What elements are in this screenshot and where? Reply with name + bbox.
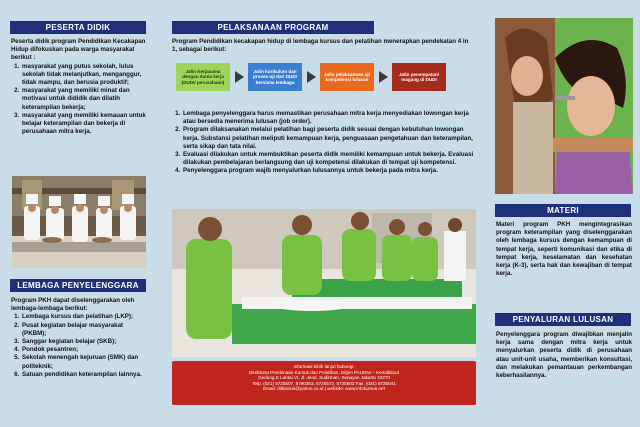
peserta-didik-header: PESERTA DIDIK	[10, 21, 146, 34]
pelaksanaan-header: PELAKSANAAN PROGRAM	[172, 21, 374, 34]
arrow-right-icon	[235, 71, 244, 83]
list-item: 4. Penyelenggara program wajib menyalurkan lulusannya untuk bekerja pada mitra kerja.	[182, 167, 474, 175]
contact-footer	[172, 361, 476, 405]
makeup-artist-photo	[495, 18, 633, 194]
footer-line: Direktorat Pembinaan Kursus dan Pelatihan, Ditjen PAUDNI – Kemdikbud	[248, 369, 400, 375]
peserta-list	[11, 63, 149, 137]
peserta-intro: Peserta didik program Pendidikan Kecakapan Hidup difokuskan pada warga masyarakat berikut :	[11, 38, 146, 62]
pelaksanaan-text	[172, 110, 474, 176]
flow-step-4: Jalin penempatan/ magang di DUDI	[392, 63, 446, 91]
materi-text: Materi program PKH mengintegrasikan program keterampilan yang diselenggarakan oleh lembaga kursus dengan kemampuan di tempat kerja, seperti komunikasi dan etika di tempat kerja, keselamatan dan kesehatan kerja (K-3), serta hak dan kewajiban di tempat kerja.	[496, 221, 632, 278]
middle-column	[166, 0, 482, 427]
list-item: 6. Satuan pendidikan keterampilan lainnya.	[21, 371, 149, 379]
list-item: 1. Lembaga penyelenggara harus memastikan perusahaan mitra kerja menyediakan lowongan kerja atau bersedia menerima lulusan (job order).	[182, 110, 474, 126]
lembaga-intro: Program PKH dapat diselenggarakan oleh lembaga-lembaga berikut:	[11, 297, 135, 313]
arrow-right-icon	[379, 71, 388, 83]
flow-step-1: Jalin Kerjasama dengan dunia kerja (DUDI/ perusahaan)	[176, 63, 230, 91]
materi-header: MATERI	[495, 204, 631, 217]
footer-line: Gedung E Lantai VI, Jl. Jend. Sudirman, Senayan Jakarta 10270	[258, 375, 390, 381]
list-item: 4. Pondok pesantren;	[21, 346, 149, 354]
lembaga-header: LEMBAGA PENYELENGGARA	[10, 279, 146, 292]
list-item: 1. masyarakat yang putus sekolah, lulus sekolah tidak melanjutkan, menganggur, tidak mampu, dan berusia produktif;	[21, 63, 149, 88]
right-column	[488, 0, 640, 427]
list-item: 2. Pusat kegiatan belajar masyarakat (PKBM);	[21, 322, 149, 338]
footer-line: Email: ditbinsus@yahoo.co.id | website: www.infokursus.net	[263, 386, 385, 392]
list-item: 3. Evaluasi dilakukan untuk membuktikan peserta didik memiliki kemampuan untuk bekerja. Evaluasi dilakukan pembelajaran berlangsung dan uji kompetensi dilakukan di tempat uji kompetensi.	[182, 151, 474, 167]
penyaluran-text: Penyelenggara program diwajibkan menjalin kerja sama dengan mitra kerja untuk menyalurkan peserta didik di perusahaan atau unit-unit usaha, memberikan konsultasi, dan melakukan pemantauan perkembangan keberhasilannya.	[496, 331, 632, 380]
chefs-photo	[12, 176, 146, 268]
four-in-one-flow	[176, 60, 476, 94]
flow-step-3: Jalin pelaksanaan uji kompetensi lulusan	[320, 63, 374, 91]
lembaga-list	[11, 313, 149, 379]
list-item: 1. Lembaga kursus dan pelatihan (LKP);	[21, 313, 149, 321]
footer-line: Telp. (021) 5725507, 5790363, 5725572, 5725503 Fax. (021) 5725041	[252, 380, 396, 386]
arrow-right-icon	[307, 71, 316, 83]
peserta-didik-text	[11, 38, 149, 136]
lembaga-text	[11, 297, 149, 379]
massage-class-photo	[172, 209, 476, 357]
list-item: 2. Program dilaksanakan melalui pelatihan bagi peserta didik sesuai dengan kebutuhan lowongan kerja. Substansi pelatihan meliputi kemampuan kerja, penguasaan pengetahuan dan keterampilan, serta sikap dan tata nilai.	[182, 126, 474, 151]
pelaksanaan-list	[172, 110, 474, 176]
flow-step-2: Jalin kurikulum dan proses uji dari DUDI bersama lembaga	[248, 63, 302, 91]
list-item: 3. Sanggar kegiatan belajar (SKB);	[21, 338, 149, 346]
list-item: 5. Sekolah menengah kejuruan (SMK) dan politeknik;	[21, 354, 149, 370]
list-item: 3. masyarakat yang memiliki kemauan untuk belajar keterampilan dan bekerja di perusahaan mitra kerja.	[21, 112, 149, 137]
penyaluran-header: PENYALURAN LULUSAN	[495, 313, 631, 326]
footer-line: Informasi lebih lanjut hubungi:	[293, 364, 355, 369]
list-item: 2. masyarakat yang memiliki minat dan motivasi untuk dididik dan dilatih keterampilan bekerja;	[21, 87, 149, 112]
pelaksanaan-intro: Program Pendidikan kecakapan hidup di lembaga kursus dan pelatihan menerapkan pendekatan 4 in 1, sebagai berikut:	[172, 38, 469, 54]
left-column	[0, 0, 160, 427]
